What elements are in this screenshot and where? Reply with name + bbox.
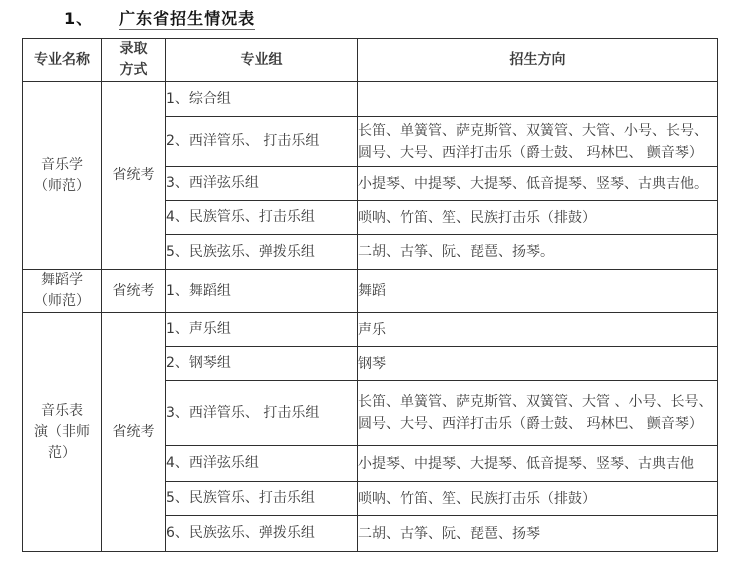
major-cell-music-education bbox=[23, 82, 102, 270]
page-title bbox=[64, 6, 255, 29]
major-line: 音乐学 bbox=[41, 156, 83, 173]
header-direction: 招生方向 bbox=[358, 39, 718, 82]
table-row bbox=[23, 82, 718, 117]
direction-cell: 二胡、古筝、阮、琵琶、扬琴 bbox=[358, 516, 718, 552]
group-cell: 1、综合组 bbox=[166, 82, 358, 117]
group-cell: 6、民族弦乐、弹拨乐组 bbox=[166, 516, 358, 552]
direction-cell: 二胡、古筝、阮、琵琶、扬琴。 bbox=[358, 235, 718, 270]
major-line: 音乐表 bbox=[41, 402, 83, 419]
major-line: （师范） bbox=[34, 177, 90, 194]
major-line: 舞蹈学 bbox=[41, 272, 83, 288]
direction-cell: 钢琴 bbox=[358, 347, 718, 381]
table-header-row bbox=[23, 39, 718, 82]
group-cell: 2、钢琴组 bbox=[166, 347, 358, 381]
direction-cell: 长笛、单簧管、萨克斯管、双簧管、大管、小号、长号、圆号、大号、西洋打击乐（爵士鼓、 玛林巴、 颤音琴） bbox=[358, 117, 718, 167]
group-cell: 4、西洋弦乐组 bbox=[166, 446, 358, 482]
direction-cell: 长笛、单簧管、萨克斯管、双簧管、大管 、小号、长号、圆号、大号、西洋打击乐（爵士鼓、 玛林巴、 颤音琴） bbox=[358, 381, 718, 446]
group-cell: 3、西洋弦乐组 bbox=[166, 167, 358, 201]
direction-cell: 小提琴、中提琴、大提琴、低音提琴、竖琴、古典吉他 bbox=[358, 446, 718, 482]
enrollment-table bbox=[22, 38, 718, 552]
group-cell: 5、民族弦乐、弹拨乐组 bbox=[166, 235, 358, 270]
group-cell: 5、民族管乐、打击乐组 bbox=[166, 482, 358, 516]
group-cell: 1、声乐组 bbox=[166, 313, 358, 347]
direction-cell: 小提琴、中提琴、大提琴、低音提琴、竖琴、古典吉他。 bbox=[358, 167, 718, 201]
header-admission-line2: 方式 bbox=[119, 62, 148, 78]
direction-cell: 唢呐、竹笛、笙、民族打击乐（排鼓） bbox=[358, 201, 718, 235]
group-cell: 3、西洋管乐、 打击乐组 bbox=[166, 381, 358, 446]
header-admission bbox=[102, 39, 166, 82]
admission-cell: 省统考 bbox=[102, 82, 166, 270]
major-line: （师范） bbox=[34, 293, 90, 309]
group-cell: 4、民族管乐、打击乐组 bbox=[166, 201, 358, 235]
admission-cell: 省统考 bbox=[102, 270, 166, 313]
major-cell-music-performance bbox=[23, 313, 102, 552]
table-row bbox=[23, 270, 718, 313]
title-text: 广东省招生情况表 bbox=[119, 9, 256, 28]
major-cell-dance bbox=[23, 270, 102, 313]
table-row bbox=[23, 313, 718, 347]
group-cell: 2、西洋管乐、 打击乐组 bbox=[166, 117, 358, 167]
group-cell: 1、舞蹈组 bbox=[166, 270, 358, 313]
title-number: 1、 bbox=[64, 9, 94, 28]
major-line: 范） bbox=[48, 444, 76, 461]
direction-cell: 声乐 bbox=[358, 313, 718, 347]
header-admission-line1: 录取 bbox=[119, 41, 148, 57]
major-line: 演（非师 bbox=[34, 423, 90, 440]
header-group: 专业组 bbox=[166, 39, 358, 82]
direction-cell bbox=[358, 82, 718, 117]
header-major: 专业名称 bbox=[23, 39, 102, 82]
direction-cell: 唢呐、竹笛、笙、民族打击乐（排鼓） bbox=[358, 482, 718, 516]
admission-cell: 省统考 bbox=[102, 313, 166, 552]
direction-cell: 舞蹈 bbox=[358, 270, 718, 313]
